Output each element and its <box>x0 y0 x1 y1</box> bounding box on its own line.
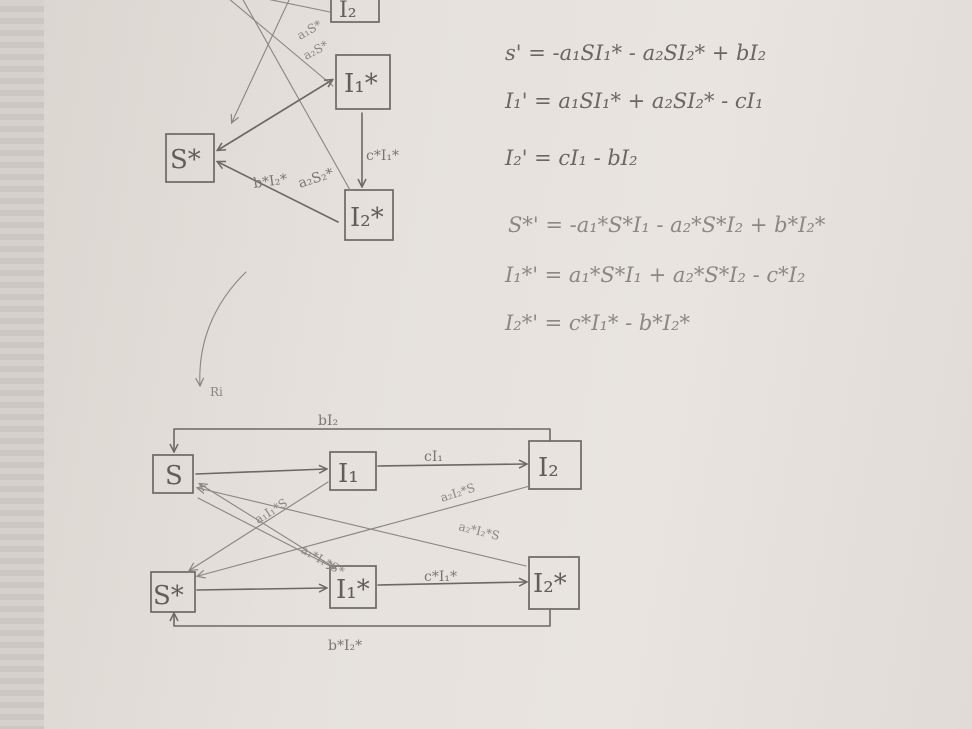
lower-edge-s-to-i1 <box>196 469 326 474</box>
equation-2: I₁' = a₁SI₁* + a₂SI₂* - cI₁ <box>505 89 764 113</box>
equation-1: s' = -a₁SI₁* - a₂SI₂* + bI₂ <box>505 41 767 65</box>
lower-node-i1-star: I₁* <box>336 575 370 605</box>
upper-node-s-star: S* <box>170 145 201 175</box>
lower-label-a1star-sstar-i1: a₁*I₁*S* <box>298 542 347 579</box>
upper-node-i2-top: I₂ <box>339 0 357 23</box>
transition-arrow <box>200 272 246 385</box>
upper-edge-faint-4 <box>262 0 330 12</box>
equation-6: I₂*' = c*I₁* - b*I₂* <box>505 311 691 335</box>
lower-label-b-i2: bI₂ <box>318 413 339 429</box>
upper-label-b-i2: b*I₂* <box>252 171 289 192</box>
equation-3: I₂' = cI₁ - bI₂ <box>505 146 638 170</box>
lower-label-cstar-i1star: c*I₁* <box>424 569 457 585</box>
upper-label-top-b: a₂S* <box>300 37 331 63</box>
lower-node-s: S <box>165 461 183 491</box>
upper-node-i1-star: I₁* <box>344 69 378 99</box>
lower-label-a2star-sstar-i2: a₂*I₂*S <box>457 519 502 544</box>
upper-label-top-a: a₁S* <box>294 17 325 43</box>
upper-label-c-i1: c*I₁* <box>366 148 399 164</box>
lower-label-a1-s-i1star: a₁I₁*S <box>252 495 290 527</box>
equations-block <box>504 41 826 335</box>
equation-5: I₁*' = a₁*S*I₁ + a₂*S*I₂ - c*I₂ <box>505 263 806 287</box>
lower-node-s-star: S* <box>153 581 184 611</box>
lower-edge-i2star-to-sstar-loop <box>174 609 550 626</box>
lower-node-i2-star: I₂* <box>533 569 567 599</box>
upper-edge-faint-2 <box>232 0 290 122</box>
lower-edge-sstar-to-i1star <box>197 588 326 590</box>
transition-note: Ri <box>210 385 223 399</box>
upper-label-a2-s: a₂S₂* <box>296 165 336 192</box>
lower-label-bstar-i2star: b*I₂* <box>328 638 363 654</box>
upper-diagram <box>166 0 399 240</box>
lower-diagram <box>151 413 581 654</box>
lower-node-i2: I₂ <box>538 453 559 483</box>
lower-edge-i1-to-i2 <box>378 464 526 466</box>
lower-label-a2-s-i2star: a₂I₂*S <box>438 480 477 505</box>
lower-label-c-i1: cI₁ <box>424 449 443 465</box>
upper-node-i2-star: I₂* <box>350 203 384 233</box>
lower-edge-i2-to-s-loop <box>174 429 550 451</box>
lower-node-i1: I₁ <box>338 459 359 489</box>
equation-4: S*' = -a₁*S*I₁ - a₂*S*I₂ + b*I₂* <box>508 213 826 237</box>
